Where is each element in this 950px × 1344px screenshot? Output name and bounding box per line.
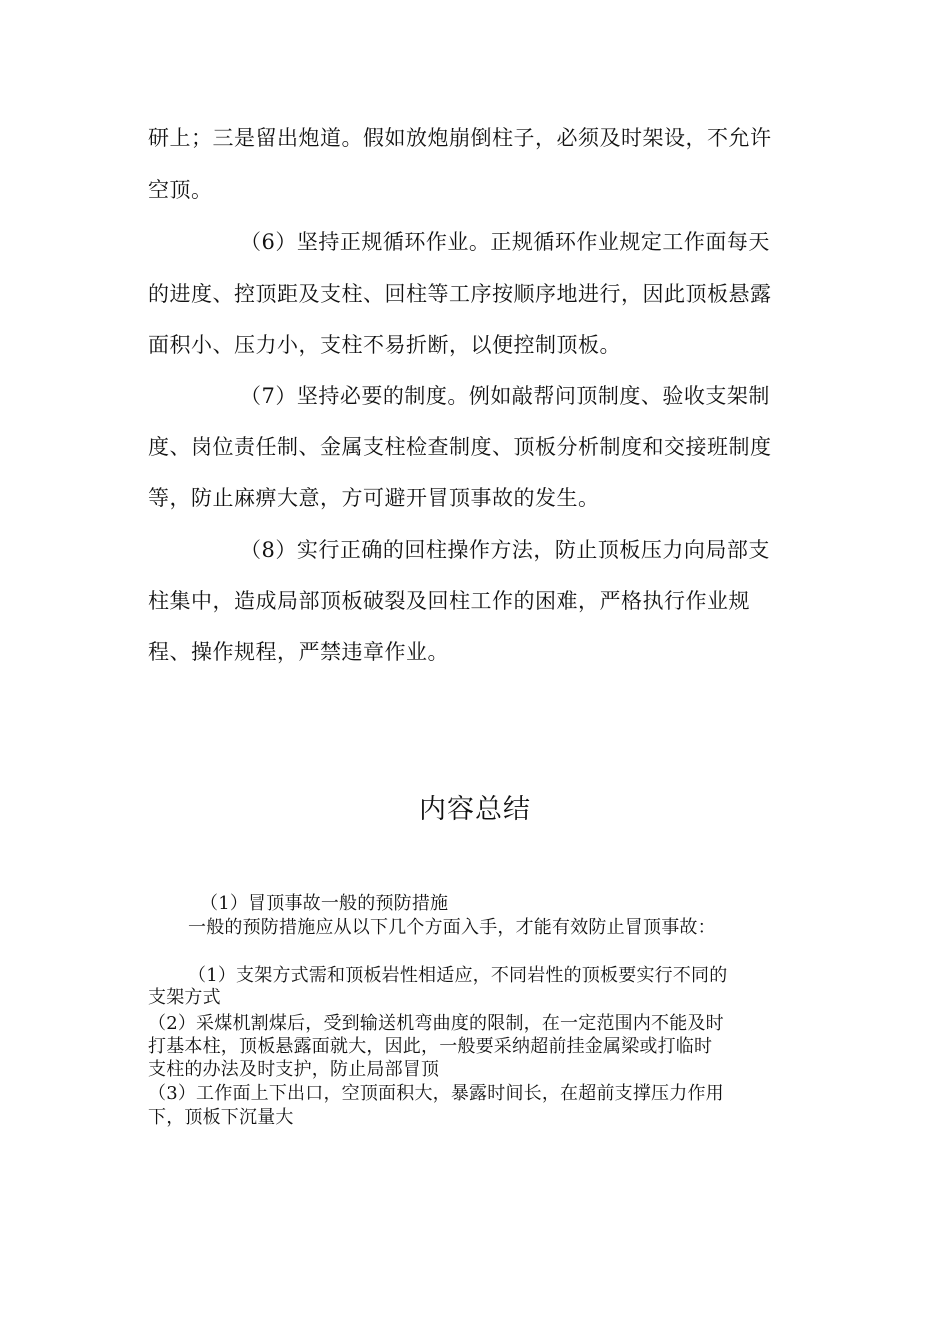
summary-title: 内容总结 — [419, 794, 531, 825]
summary-line: 下，顶板下沉量大 — [148, 1107, 294, 1128]
summary-line: 打基本柱，顶板悬露面就大，因此，一般要采纳超前挂金属梁或打临时 — [148, 1036, 713, 1057]
summary-line: （3）工作面上下出口，空顶面积大，暴露时间长，在超前支撑压力作用 — [148, 1083, 724, 1104]
summary-line: 一般的预防措施应从以下几个方面入手，才能有效防止冒顶事故： — [188, 917, 716, 938]
body-line: 程、操作规程，严禁违章作业。 — [148, 640, 449, 664]
body-line: （8）实行正确的回柱操作方法，防止顶板压力向局部支 — [240, 538, 770, 562]
body-line: （6）坚持正规循环作业。正规循环作业规定工作面每天 — [240, 230, 770, 254]
body-line: 的进度、控顶距及支柱、回柱等工序按顺序地进行，因此顶板悬露 — [148, 282, 772, 306]
body-line: 空顶。 — [148, 178, 213, 202]
body-line: 柱集中，造成局部顶板破裂及回柱工作的困难，严格执行作业规 — [148, 589, 750, 613]
summary-line: （2）采煤机割煤后，受到输送机弯曲度的限制，在一定范围内不能及时 — [148, 1013, 724, 1034]
body-line: 度、岗位责任制、金属支柱检查制度、顶板分析制度和交接班制度 — [148, 435, 772, 459]
body-line: 等，防止麻痹大意，方可避开冒顶事故的发生。 — [148, 486, 600, 510]
body-line: 研上；三是留出炮道。假如放炮崩倒柱子，必须及时架设，不允许 — [148, 126, 772, 150]
body-line: （7）坚持必要的制度。例如敲帮问顶制度、验收支架制 — [240, 384, 770, 408]
summary-heading: （1）冒顶事故一般的预防措施 — [200, 893, 449, 914]
summary-line: （1）支架方式需和顶板岩性相适应，不同岩性的顶板要实行不同的 — [188, 965, 728, 986]
summary-line: 支柱的办法及时支护，防止局部冒顶 — [148, 1059, 440, 1080]
summary-line: 支架方式 — [148, 987, 221, 1008]
body-line: 面积小、压力小，支柱不易折断，以便控制顶板。 — [148, 333, 621, 357]
